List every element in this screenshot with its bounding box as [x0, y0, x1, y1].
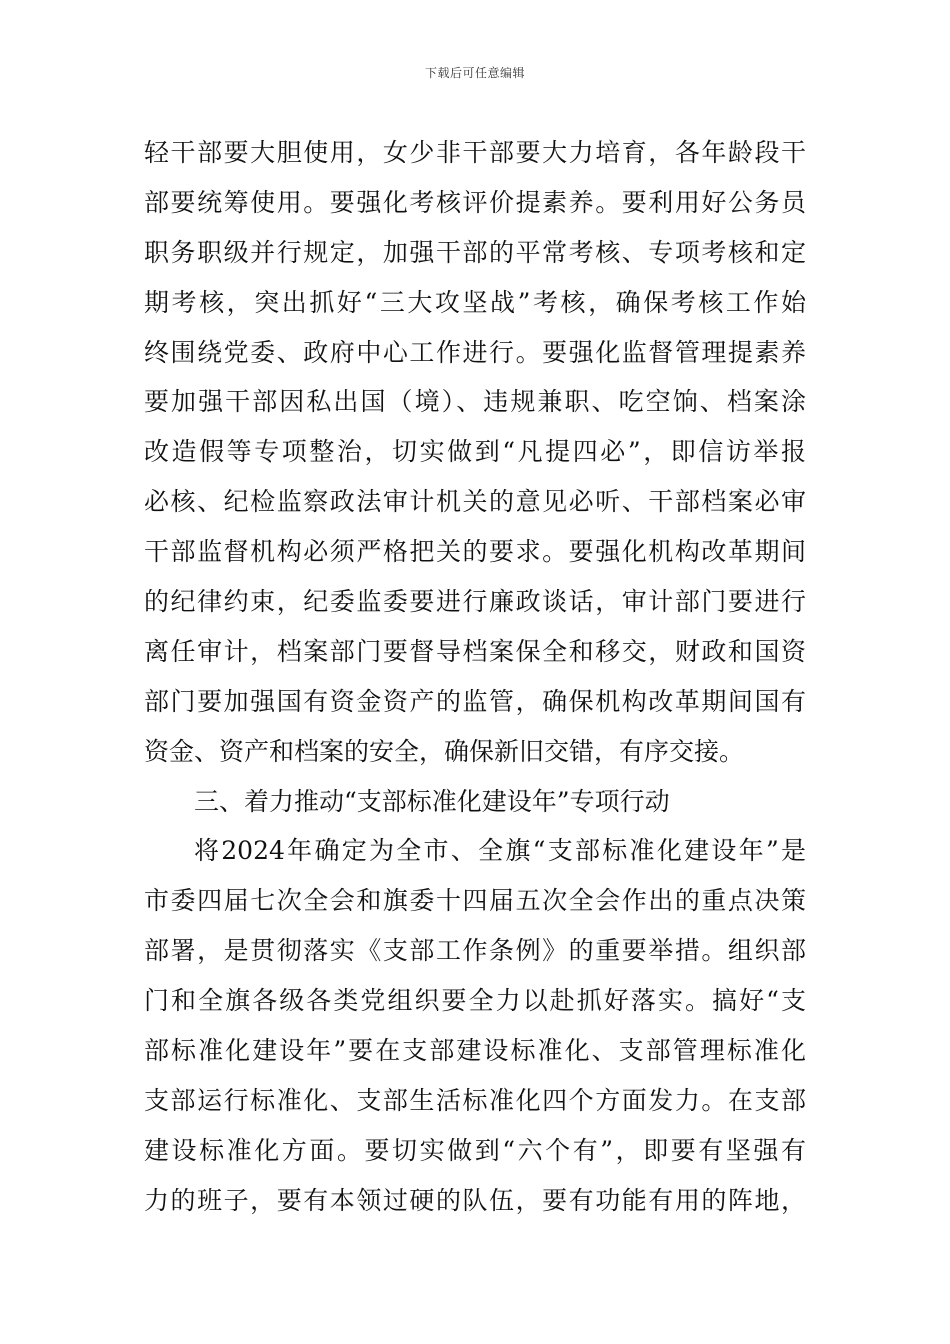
text-line: 改造假等专项整治，切实做到“凡提四必”，即信访举报 [144, 437, 806, 467]
text-line: 力的班子，要有本领过硬的队伍，要有功能有用的阵地， [144, 1185, 806, 1215]
text-line: 要加强干部因私出国（境）、违规兼职、吃空饷、档案涂 [144, 387, 806, 417]
page-header: 下载后可任意编辑 [424, 66, 525, 80]
text-line: 期考核，突出抓好“三大攻坚战”考核，确保考核工作始 [144, 287, 806, 317]
text-line: 支部运行标准化、支部生活标准化四个方面发力。在支部 [144, 1085, 806, 1115]
text-line: 轻干部要大胆使用，女少非干部要大力培育，各年龄段干 [144, 138, 806, 167]
text-line: 门和全旗各级各类党组织要全力以赴抓好落实。搞好“支 [144, 986, 806, 1016]
text-line: 将2024年确定为全市、全旗“支部标准化建设年”是 [194, 836, 806, 866]
text-line: 部标准化建设年”要在支部建设标准化、支部管理标准化 [144, 1036, 806, 1066]
text-line: 干部监督机构必须严格把关的要求。要强化机构改革期间 [144, 537, 806, 567]
text-line: 必核、纪检监察政法审计机关的意见必听、干部档案必审 [144, 487, 806, 517]
text-line: 建设标准化方面。要切实做到“六个有”，即要有坚强有 [144, 1135, 806, 1165]
text-line: 离任审计，档案部门要督导档案保全和移交，财政和国资 [144, 636, 806, 666]
document-body [144, 128, 806, 1226]
text-line: 职务职级并行规定，加强干部的平常考核、专项考核和定 [144, 237, 806, 267]
section-heading: 三、着力推动“支部标准化建设年”专项行动 [194, 786, 670, 816]
text-line: 部署，是贯彻落实《支部工作条例》的重要举措。组织部 [144, 936, 806, 966]
text-line: 部门要加强国有资金资产的监管，确保机构改革期间国有 [144, 686, 806, 716]
text-line: 资金、资产和档案的安全，确保新旧交错，有序交接。 [144, 736, 745, 766]
text-line: 部要统筹使用。要强化考核评价提素养。要利用好公务员 [144, 187, 806, 217]
text-line: 市委四届七次全会和旗委十四届五次全会作出的重点决策 [144, 886, 806, 916]
text-line: 终围绕党委、政府中心工作进行。要强化监督管理提素养 [144, 337, 806, 367]
text-line: 的纪律约束，纪委监委要进行廉政谈话，审计部门要进行 [144, 587, 806, 617]
